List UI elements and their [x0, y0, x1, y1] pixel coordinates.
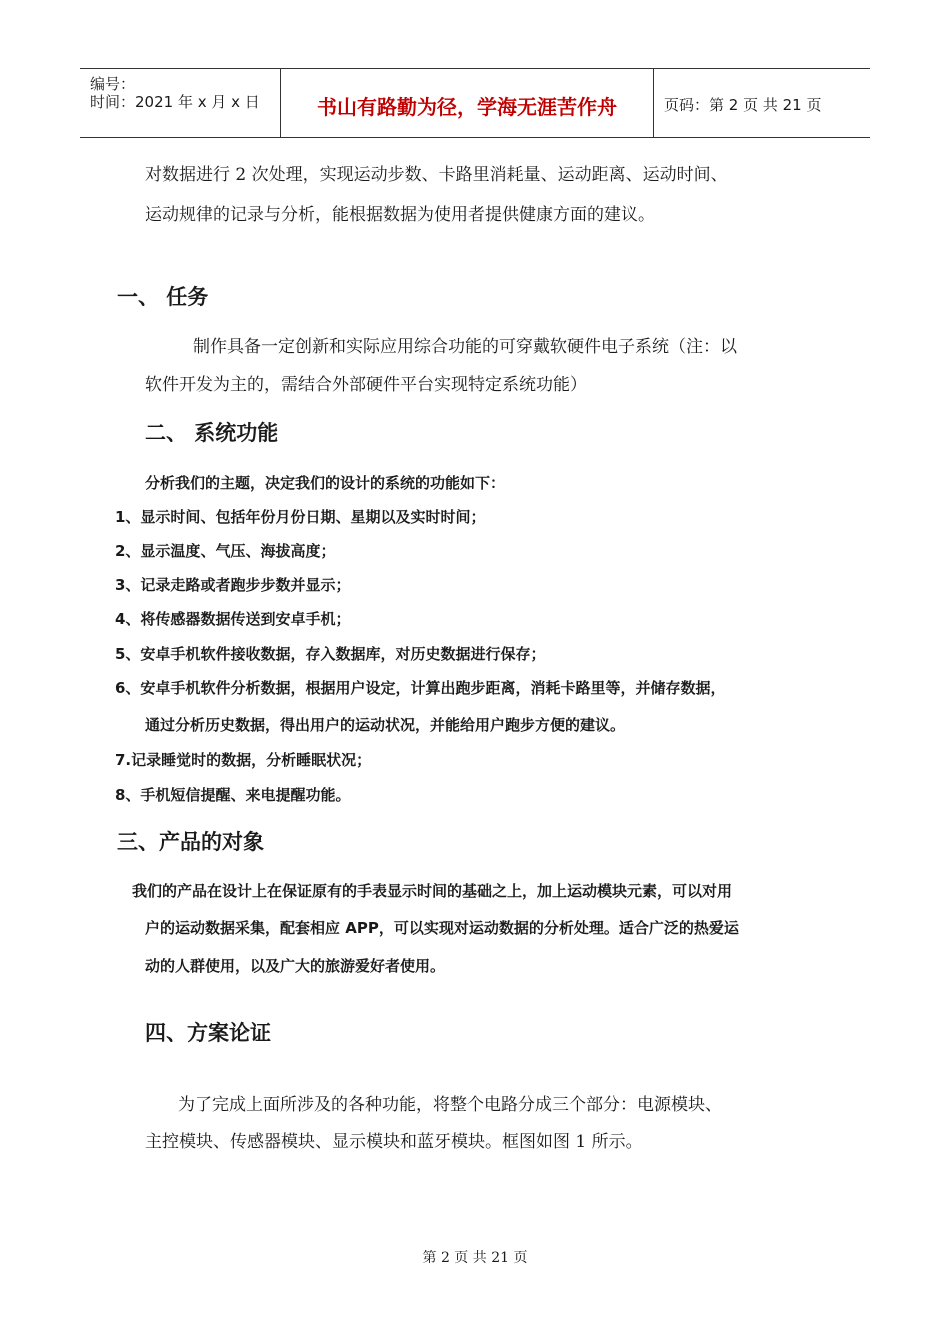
header-right-cell — [654, 69, 870, 137]
intro-line: 对数据进行 2 次处理，实现运动步数、卡路里消耗量、运动距离、运动时间、 — [145, 165, 728, 185]
section-heading-target: 三、产品的对象 — [117, 830, 264, 854]
target-line: 动的人群使用，以及广大的旅游爱好者使用。 — [145, 957, 446, 975]
function-item: 3、记录走路或者跑步步数并显示； — [115, 576, 351, 594]
page-footer: 第 2 页 共 21 页 — [422, 1250, 528, 1266]
header-center-cell — [281, 69, 654, 137]
page-header — [80, 68, 870, 138]
doc-number-label: 编号： — [90, 75, 136, 93]
function-item: 4、将传感器数据传送到安卓手机； — [115, 610, 351, 628]
header-left-cell — [80, 69, 281, 137]
function-item: 7.记录睡觉时的数据，分析睡眠状况； — [115, 751, 372, 769]
task-line: 制作具备一定创新和实际应用综合功能的可穿戴软硬件电子系统（注：以 — [193, 337, 737, 357]
proposal-line: 为了完成上面所涉及的各种功能，将整个电路分成三个部分：电源模块、 — [178, 1095, 722, 1115]
target-line: 户的运动数据采集，配套相应 APP，可以实现对运动数据的分析处理。适合广泛的热爱运 — [145, 919, 739, 937]
section-heading-functions: 二、 系统功能 — [145, 421, 279, 445]
page-indicator: 页码：第 2 页 共 21 页 — [664, 96, 822, 114]
proposal-line: 主控模块、传感器模块、显示模块和蓝牙模块。框图如图 1 所示。 — [145, 1132, 643, 1152]
function-item: 6、安卓手机软件分析数据，根据用户设定，计算出跑步距离，消耗卡路里等，并储存数据， — [115, 679, 726, 697]
function-item: 2、显示温度、气压、海拔高度； — [115, 542, 336, 560]
function-item: 1、显示时间、包括年份月份日期、星期以及实时时间； — [115, 508, 486, 526]
function-item-continued: 通过分析历史数据，得出用户的运动状况，并能给用户跑步方便的建议。 — [145, 716, 626, 734]
target-line: 我们的产品在设计上在保证原有的手表显示时间的基础之上，加上运动模块元素，可以对用 — [132, 882, 733, 900]
header-motto: 书山有路勤为径，学海无涯苦作舟 — [317, 95, 617, 119]
task-line: 软件开发为主的，需结合外部硬件平台实现特定系统功能） — [145, 375, 587, 395]
function-item: 8、手机短信提醒、来电提醒功能。 — [115, 786, 351, 804]
section-heading-proposal: 四、方案论证 — [145, 1021, 271, 1045]
function-item: 5、安卓手机软件接收数据，存入数据库，对历史数据进行保存； — [115, 645, 546, 663]
intro-line: 运动规律的记录与分析，能根据数据为使用者提供健康方面的建议。 — [145, 205, 655, 225]
doc-date-label: 时间：2021 年 x 月 x 日 — [90, 93, 260, 111]
functions-lead: 分析我们的主题，决定我们的设计的系统的功能如下： — [145, 474, 506, 492]
section-heading-task: 一、 任务 — [117, 285, 209, 309]
